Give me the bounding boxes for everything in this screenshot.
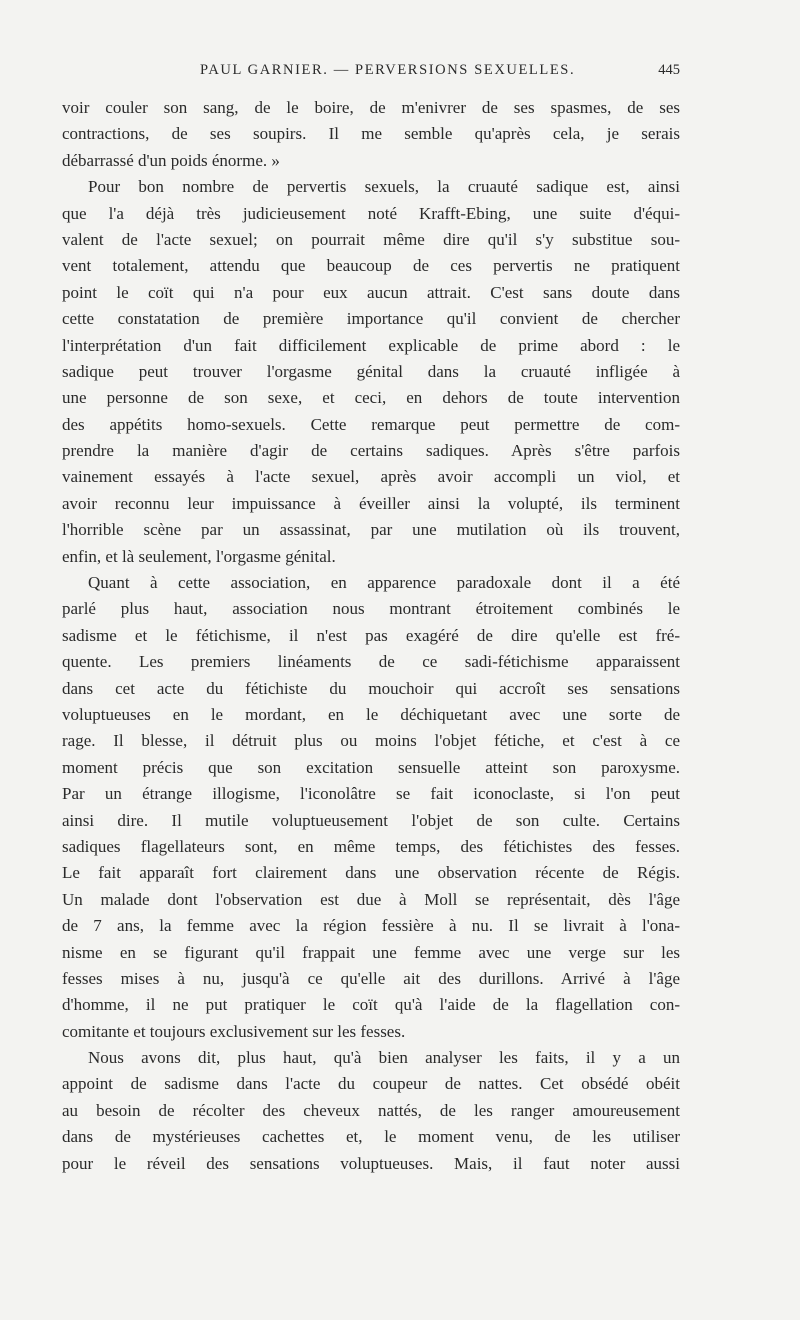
text-line: sadiques flagellateurs sont, en même temps, des fétichistes des fesses. [62,836,680,856]
running-header [200,62,680,79]
text-line: de 7 ans, la femme avec la région fessière à nu. Il se livrait à l'ona- [62,916,680,936]
page-number: 445 [658,62,680,78]
text-line: d'homme, il ne put pratiquer le coït qu'à l'aide de la flagellation con- [62,995,680,1015]
text-line: des appétits homo-sexuels. Cette remarque peut permettre de com- [62,414,680,434]
text-line: Nous avons dit, plus haut, qu'à bien analyser les faits, il y a un [88,1048,680,1068]
text-line: rage. Il blesse, il détruit plus ou moins l'objet fétiche, et c'est à ce [62,731,680,751]
text-line: Pour bon nombre de pervertis sexuels, la cruauté sadique est, ainsi [88,177,680,197]
text-line: dans cet acte du fétichiste du mouchoir qui accroît ses sensations [62,678,680,698]
text-line: quente. Les premiers linéaments de ce sadi-fétichisme apparaissent [62,652,680,672]
text-line: cette constatation de première importance qu'il convient de chercher [62,309,680,329]
text-line: au besoin de récolter des cheveux nattés, de les ranger amoureusement [62,1100,680,1120]
text-line: Un malade dont l'observation est due à Moll se représentait, dès l'âge [62,889,680,909]
text-line: moment précis que son excitation sensuelle atteint son paroxysme. [62,757,680,777]
text-line: parlé plus haut, association nous montrant étroitement combinés le [62,599,680,619]
text-line: Quant à cette association, en apparence paradoxale dont il a été [88,573,680,593]
text-line: l'interprétation d'un fait difficilement explicable de prime abord : le [62,335,680,355]
text-line: vainement essayés à l'acte sexuel, après avoir accompli un viol, et [62,467,680,487]
text-line: enfin, et là seulement, l'orgasme génital. [62,546,336,566]
text-line: sadisme et le fétichisme, il n'est pas exagéré de dire qu'elle est fré- [62,625,680,645]
text-line: Par un étrange illogisme, l'iconolâtre se fait iconoclaste, si l'on peut [62,784,680,804]
body-text [62,95,680,1177]
text-line: Le fait apparaît fort clairement dans une observation récente de Régis. [62,863,680,883]
text-line: contractions, de ses soupirs. Il me semble qu'après cela, je serais [62,124,680,144]
text-line: ainsi dire. Il mutile voluptueusement l'objet de son culte. Certains [62,810,680,830]
text-line: l'horrible scène par un assassinat, par une mutilation où ils trouvent, [62,520,680,540]
text-line: une personne de son sexe, et ceci, en dehors de toute intervention [62,388,680,408]
text-line: sadique peut trouver l'orgasme génital dans la cruauté infligée à [62,361,680,381]
text-line: vent totalement, attendu que beaucoup de ces pervertis ne pratiquent [62,256,680,276]
text-line: avoir reconnu leur impuissance à éveiller ainsi la volupté, ils terminent [62,493,680,513]
text-line: dans de mystérieuses cachettes et, le moment venu, de les utiliser [62,1127,680,1147]
text-line: voluptueuses en le mordant, en le déchiquetant avec une sorte de [62,704,680,724]
text-line: prendre la manière d'agir de certains sadiques. Après s'être parfois [62,441,680,461]
text-line: nisme en se figurant qu'il frappait une femme avec une verge sur les [62,942,680,962]
text-line: débarrassé d'un poids énorme. » [62,150,280,170]
text-line: valent de l'acte sexuel; on pourrait même dire qu'il s'y substitue sou- [62,229,680,249]
text-line: comitante et toujours exclusivement sur les fesses. [62,1021,406,1041]
text-line: que l'a déjà très judicieusement noté Krafft-Ebing, une suite d'équi- [62,203,680,223]
text-line: pour le réveil des sensations voluptueuses. Mais, il faut noter aussi [62,1153,680,1173]
text-line: appoint de sadisme dans l'acte du coupeur de nattes. Cet obsédé obéit [62,1074,680,1094]
text-line: fesses mises à nu, jusqu'à ce qu'elle ait des durillons. Arrivé à l'âge [62,968,680,988]
running-title: PAUL GARNIER. — PERVERSIONS SEXUELLES. [200,62,576,78]
text-line: voir couler son sang, de le boire, de m'enivrer de ses spasmes, de ses [62,98,680,117]
text-line: point le coït qui n'a pour eux aucun attrait. C'est sans doute dans [62,282,680,302]
